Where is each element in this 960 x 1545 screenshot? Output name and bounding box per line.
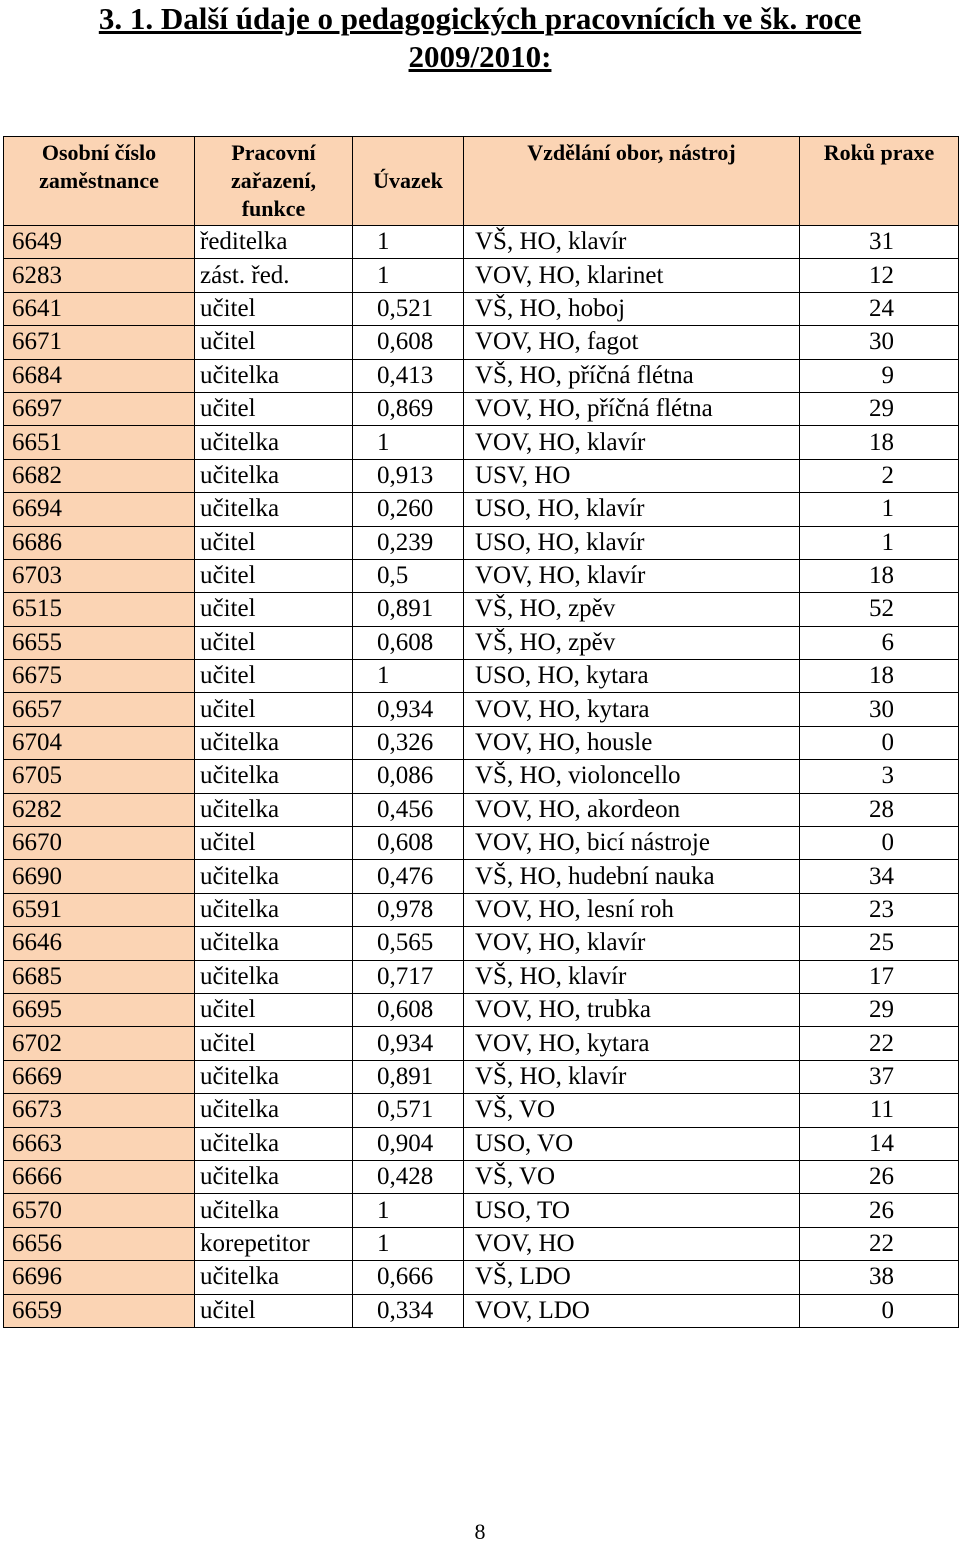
cell-education: VŠ, VO bbox=[464, 1094, 800, 1127]
table-row bbox=[4, 326, 959, 359]
cell-personal-number: 6669 bbox=[4, 1060, 195, 1093]
staff-table-header bbox=[4, 137, 959, 226]
table-row bbox=[4, 626, 959, 659]
cell-years: 23 bbox=[800, 893, 959, 926]
cell-personal-number: 6690 bbox=[4, 860, 195, 893]
cell-workload: 0,904 bbox=[353, 1127, 464, 1160]
cell-personal-number: 6283 bbox=[4, 259, 195, 292]
cell-position: učitelka bbox=[195, 1060, 353, 1093]
cell-years: 52 bbox=[800, 593, 959, 626]
cell-workload: 0,913 bbox=[353, 459, 464, 492]
table-row bbox=[4, 760, 959, 793]
cell-position: učitelka bbox=[195, 927, 353, 960]
cell-education: VOV, HO, kytara bbox=[464, 693, 800, 726]
header-education: Vzdělání obor, nástroj bbox=[464, 137, 800, 226]
header-years: Roků praxe bbox=[800, 137, 959, 226]
cell-education: VŠ, LDO bbox=[464, 1261, 800, 1294]
cell-workload: 0,608 bbox=[353, 626, 464, 659]
cell-position: učitelka bbox=[195, 1261, 353, 1294]
cell-personal-number: 6703 bbox=[4, 559, 195, 592]
cell-education: VOV, HO, fagot bbox=[464, 326, 800, 359]
cell-education: VOV, HO, klarinet bbox=[464, 259, 800, 292]
cell-workload: 0,260 bbox=[353, 493, 464, 526]
cell-education: VŠ, HO, violoncello bbox=[464, 760, 800, 793]
cell-position: ředitelka bbox=[195, 226, 353, 259]
cell-education: VŠ, HO, hudební nauka bbox=[464, 860, 800, 893]
cell-position: učitel bbox=[195, 993, 353, 1026]
cell-education: USV, HO bbox=[464, 459, 800, 492]
cell-years: 0 bbox=[800, 827, 959, 860]
cell-position: učitelka bbox=[195, 459, 353, 492]
table-row bbox=[4, 392, 959, 425]
cell-years: 38 bbox=[800, 1261, 959, 1294]
cell-education: VŠ, HO, příčná flétna bbox=[464, 359, 800, 392]
table-row bbox=[4, 693, 959, 726]
cell-years: 24 bbox=[800, 292, 959, 325]
cell-workload: 0,326 bbox=[353, 726, 464, 759]
header-row bbox=[4, 137, 959, 226]
cell-workload: 0,413 bbox=[353, 359, 464, 392]
cell-years: 29 bbox=[800, 392, 959, 425]
cell-workload: 1 bbox=[353, 1194, 464, 1227]
cell-workload: 0,608 bbox=[353, 326, 464, 359]
cell-position: učitel bbox=[195, 626, 353, 659]
table-row bbox=[4, 1127, 959, 1160]
table-row bbox=[4, 1294, 959, 1327]
cell-years: 26 bbox=[800, 1160, 959, 1193]
cell-education: USO, HO, klavír bbox=[464, 493, 800, 526]
cell-personal-number: 6641 bbox=[4, 292, 195, 325]
cell-years: 34 bbox=[800, 860, 959, 893]
cell-position: korepetitor bbox=[195, 1227, 353, 1260]
cell-position: učitel bbox=[195, 326, 353, 359]
cell-education: VOV, HO bbox=[464, 1227, 800, 1260]
cell-education: USO, HO, kytara bbox=[464, 660, 800, 693]
cell-workload: 0,934 bbox=[353, 1027, 464, 1060]
cell-education: VŠ, HO, hoboj bbox=[464, 292, 800, 325]
cell-workload: 0,086 bbox=[353, 760, 464, 793]
cell-education: VOV, HO, příčná flétna bbox=[464, 392, 800, 425]
cell-years: 9 bbox=[800, 359, 959, 392]
cell-personal-number: 6591 bbox=[4, 893, 195, 926]
cell-workload: 0,334 bbox=[353, 1294, 464, 1327]
cell-workload: 0,717 bbox=[353, 960, 464, 993]
cell-years: 17 bbox=[800, 960, 959, 993]
table-row bbox=[4, 593, 959, 626]
cell-position: učitelka bbox=[195, 1160, 353, 1193]
page-title bbox=[0, 0, 960, 76]
cell-personal-number: 6570 bbox=[4, 1194, 195, 1227]
cell-education: VŠ, HO, klavír bbox=[464, 960, 800, 993]
table-row bbox=[4, 459, 959, 492]
cell-workload: 0,428 bbox=[353, 1160, 464, 1193]
table-row bbox=[4, 1261, 959, 1294]
cell-personal-number: 6655 bbox=[4, 626, 195, 659]
cell-years: 28 bbox=[800, 793, 959, 826]
table-row bbox=[4, 860, 959, 893]
cell-workload: 1 bbox=[353, 226, 464, 259]
cell-years: 14 bbox=[800, 1127, 959, 1160]
table-row bbox=[4, 927, 959, 960]
cell-position: učitelka bbox=[195, 1194, 353, 1227]
staff-table-body bbox=[4, 226, 959, 1328]
cell-workload: 0,456 bbox=[353, 793, 464, 826]
cell-personal-number: 6651 bbox=[4, 426, 195, 459]
table-row bbox=[4, 259, 959, 292]
cell-position: učitel bbox=[195, 593, 353, 626]
cell-workload: 1 bbox=[353, 1227, 464, 1260]
cell-position: učitel bbox=[195, 392, 353, 425]
cell-position: učitel bbox=[195, 526, 353, 559]
cell-personal-number: 6646 bbox=[4, 927, 195, 960]
table-row bbox=[4, 1027, 959, 1060]
cell-education: VOV, HO, trubka bbox=[464, 993, 800, 1026]
cell-education: USO, TO bbox=[464, 1194, 800, 1227]
cell-years: 3 bbox=[800, 760, 959, 793]
cell-education: VOV, HO, klavír bbox=[464, 559, 800, 592]
cell-years: 18 bbox=[800, 559, 959, 592]
cell-education: VŠ, HO, klavír bbox=[464, 226, 800, 259]
cell-workload: 1 bbox=[353, 660, 464, 693]
page-title-line-1: 3. 1. Další údaje o pedagogických pracovnících ve šk. roce bbox=[98, 1, 862, 36]
cell-years: 12 bbox=[800, 259, 959, 292]
table-row bbox=[4, 1060, 959, 1093]
cell-years: 0 bbox=[800, 1294, 959, 1327]
cell-personal-number: 6282 bbox=[4, 793, 195, 826]
cell-personal-number: 6670 bbox=[4, 827, 195, 860]
cell-personal-number: 6686 bbox=[4, 526, 195, 559]
cell-education: VOV, HO, housle bbox=[464, 726, 800, 759]
cell-workload: 0,934 bbox=[353, 693, 464, 726]
cell-years: 22 bbox=[800, 1227, 959, 1260]
cell-personal-number: 6657 bbox=[4, 693, 195, 726]
cell-years: 30 bbox=[800, 693, 959, 726]
cell-years: 29 bbox=[800, 993, 959, 1026]
page-number: 8 bbox=[474, 1519, 486, 1544]
cell-personal-number: 6656 bbox=[4, 1227, 195, 1260]
cell-position: učitelka bbox=[195, 1127, 353, 1160]
cell-personal-number: 6697 bbox=[4, 392, 195, 425]
cell-personal-number: 6663 bbox=[4, 1127, 195, 1160]
table-row bbox=[4, 1194, 959, 1227]
header-personal-number: Osobní číslo zaměstnance bbox=[4, 137, 195, 226]
cell-personal-number: 6682 bbox=[4, 459, 195, 492]
table-row bbox=[4, 993, 959, 1026]
cell-position: učitelka bbox=[195, 893, 353, 926]
table-row bbox=[4, 493, 959, 526]
cell-education: VOV, HO, klavír bbox=[464, 426, 800, 459]
table-row bbox=[4, 793, 959, 826]
cell-years: 22 bbox=[800, 1027, 959, 1060]
cell-position: učitelka bbox=[195, 726, 353, 759]
cell-workload: 0,978 bbox=[353, 893, 464, 926]
cell-education: VŠ, HO, zpěv bbox=[464, 626, 800, 659]
cell-years: 1 bbox=[800, 493, 959, 526]
table-row bbox=[4, 827, 959, 860]
cell-workload: 0,666 bbox=[353, 1261, 464, 1294]
cell-years: 18 bbox=[800, 660, 959, 693]
cell-workload: 0,571 bbox=[353, 1094, 464, 1127]
cell-personal-number: 6673 bbox=[4, 1094, 195, 1127]
cell-education: VOV, HO, kytara bbox=[464, 1027, 800, 1060]
cell-position: učitelka bbox=[195, 359, 353, 392]
table-row bbox=[4, 660, 959, 693]
cell-workload: 0,608 bbox=[353, 993, 464, 1026]
cell-years: 26 bbox=[800, 1194, 959, 1227]
table-row bbox=[4, 726, 959, 759]
header-workload: Úvazek bbox=[353, 137, 464, 226]
cell-position: učitel bbox=[195, 827, 353, 860]
table-row bbox=[4, 426, 959, 459]
cell-education: VŠ, VO bbox=[464, 1160, 800, 1193]
cell-personal-number: 6696 bbox=[4, 1261, 195, 1294]
cell-workload: 0,565 bbox=[353, 927, 464, 960]
cell-workload: 0,521 bbox=[353, 292, 464, 325]
cell-years: 0 bbox=[800, 726, 959, 759]
cell-education: USO, HO, klavír bbox=[464, 526, 800, 559]
cell-years: 37 bbox=[800, 1060, 959, 1093]
cell-workload: 0,476 bbox=[353, 860, 464, 893]
cell-personal-number: 6649 bbox=[4, 226, 195, 259]
cell-personal-number: 6515 bbox=[4, 593, 195, 626]
cell-education: USO, VO bbox=[464, 1127, 800, 1160]
cell-position: zást. řed. bbox=[195, 259, 353, 292]
cell-position: učitel bbox=[195, 693, 353, 726]
cell-personal-number: 6702 bbox=[4, 1027, 195, 1060]
cell-personal-number: 6704 bbox=[4, 726, 195, 759]
cell-position: učitel bbox=[195, 292, 353, 325]
cell-position: učitelka bbox=[195, 860, 353, 893]
cell-education: VOV, HO, klavír bbox=[464, 927, 800, 960]
cell-years: 11 bbox=[800, 1094, 959, 1127]
cell-personal-number: 6705 bbox=[4, 760, 195, 793]
table-row bbox=[4, 292, 959, 325]
cell-personal-number: 6695 bbox=[4, 993, 195, 1026]
cell-workload: 0,891 bbox=[353, 1060, 464, 1093]
cell-years: 30 bbox=[800, 326, 959, 359]
cell-education: VŠ, HO, zpěv bbox=[464, 593, 800, 626]
table-row bbox=[4, 359, 959, 392]
cell-position: učitel bbox=[195, 660, 353, 693]
cell-position: učitelka bbox=[195, 793, 353, 826]
cell-workload: 1 bbox=[353, 426, 464, 459]
cell-personal-number: 6694 bbox=[4, 493, 195, 526]
table-row bbox=[4, 1160, 959, 1193]
cell-personal-number: 6659 bbox=[4, 1294, 195, 1327]
page-title-line-2: 2009/2010: bbox=[408, 39, 552, 74]
cell-position: učitelka bbox=[195, 493, 353, 526]
table-row bbox=[4, 893, 959, 926]
cell-workload: 1 bbox=[353, 259, 464, 292]
cell-workload: 0,869 bbox=[353, 392, 464, 425]
cell-workload: 0,608 bbox=[353, 827, 464, 860]
cell-position: učitelka bbox=[195, 760, 353, 793]
cell-position: učitelka bbox=[195, 960, 353, 993]
header-position: Pracovní zařazení, funkce bbox=[195, 137, 353, 226]
cell-years: 25 bbox=[800, 927, 959, 960]
cell-personal-number: 6671 bbox=[4, 326, 195, 359]
cell-position: učitel bbox=[195, 1027, 353, 1060]
cell-personal-number: 6684 bbox=[4, 359, 195, 392]
cell-workload: 0,5 bbox=[353, 559, 464, 592]
cell-education: VOV, HO, bicí nástroje bbox=[464, 827, 800, 860]
table-row bbox=[4, 1094, 959, 1127]
cell-position: učitel bbox=[195, 559, 353, 592]
cell-position: učitelka bbox=[195, 1094, 353, 1127]
cell-personal-number: 6675 bbox=[4, 660, 195, 693]
cell-position: učitelka bbox=[195, 426, 353, 459]
table-row bbox=[4, 960, 959, 993]
cell-workload: 0,239 bbox=[353, 526, 464, 559]
cell-personal-number: 6666 bbox=[4, 1160, 195, 1193]
cell-years: 1 bbox=[800, 526, 959, 559]
cell-education: VŠ, HO, klavír bbox=[464, 1060, 800, 1093]
cell-years: 2 bbox=[800, 459, 959, 492]
cell-personal-number: 6685 bbox=[4, 960, 195, 993]
table-row bbox=[4, 1227, 959, 1260]
cell-years: 6 bbox=[800, 626, 959, 659]
cell-education: VOV, LDO bbox=[464, 1294, 800, 1327]
cell-position: učitel bbox=[195, 1294, 353, 1327]
table-row bbox=[4, 226, 959, 259]
cell-workload: 0,891 bbox=[353, 593, 464, 626]
cell-education: VOV, HO, akordeon bbox=[464, 793, 800, 826]
staff-table bbox=[3, 136, 959, 1328]
table-row bbox=[4, 526, 959, 559]
cell-years: 18 bbox=[800, 426, 959, 459]
table-row bbox=[4, 559, 959, 592]
cell-years: 31 bbox=[800, 226, 959, 259]
cell-education: VOV, HO, lesní roh bbox=[464, 893, 800, 926]
